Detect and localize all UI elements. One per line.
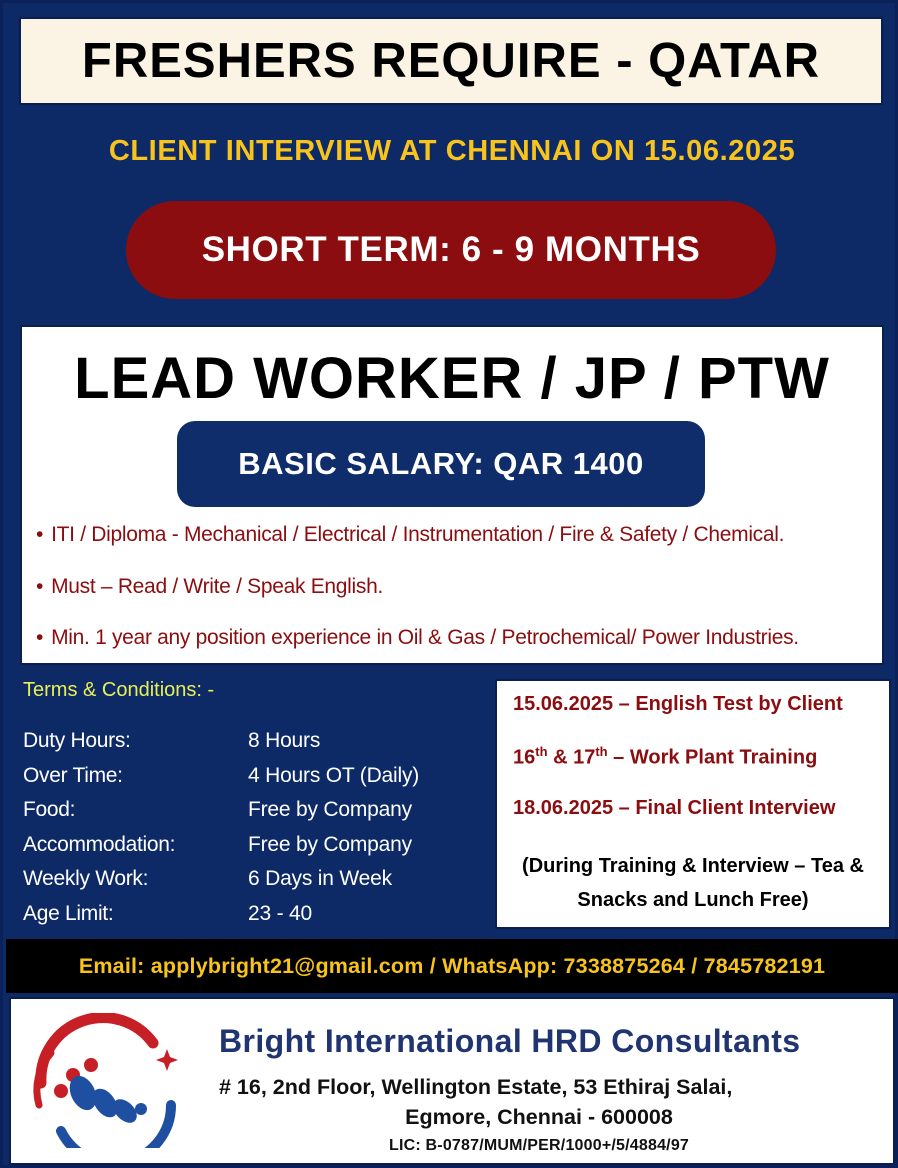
term-value: 6 Days in Week bbox=[248, 867, 392, 890]
title-banner bbox=[19, 17, 883, 105]
terms-heading: Terms & Conditions: - bbox=[23, 679, 215, 701]
address-line-2: Egmore, Chennai - 600008 bbox=[405, 1105, 673, 1129]
job-details-panel bbox=[20, 325, 884, 665]
contact-info[interactable]: Email: applybright21@gmail.com / WhatsApp: 7338875264 / 7845782191 bbox=[78, 953, 826, 978]
people-circle-logo-icon bbox=[21, 1013, 181, 1148]
contract-term-badge bbox=[126, 201, 776, 299]
schedule-day-16: 16 bbox=[513, 746, 536, 769]
term-value: Free by Company bbox=[248, 798, 412, 821]
requirement-text: Min. 1 year any position experience in Oil & Gas / Petrochemical/ Power Industries. bbox=[51, 626, 799, 649]
requirement-item bbox=[36, 575, 383, 599]
requirement-item bbox=[36, 523, 784, 547]
term-value: Free by Company bbox=[248, 832, 412, 856]
requirement-text: Must – Read / Write / Speak English. bbox=[51, 575, 384, 598]
contact-bar bbox=[6, 939, 898, 993]
address-line-1: # 16, 2nd Floor, Wellington Estate, 53 Ethiraj Salai, bbox=[219, 1075, 733, 1099]
page-title: FRESHERS REQUIRE - QATAR bbox=[81, 34, 821, 88]
term-value: 4 Hours OT (Daily) bbox=[248, 763, 420, 787]
bullet-icon: • bbox=[36, 523, 44, 546]
schedule-note: (During Training & Interview – Tea & Snacks and Lunch Free) bbox=[522, 855, 864, 911]
license-number: LIC: B-0787/MUM/PER/1000+/5/4884/97 bbox=[388, 1137, 690, 1154]
schedule-final-interview: 18.06.2025 – Final Client Interview bbox=[513, 797, 836, 819]
contract-term-text: SHORT TERM: 6 - 9 MONTHS bbox=[201, 230, 701, 269]
requirement-item bbox=[36, 626, 799, 650]
job-title: LEAD WORKER / JP / PTW bbox=[74, 346, 830, 411]
salary-badge bbox=[177, 421, 705, 507]
term-label: Duty Hours: bbox=[23, 729, 131, 752]
company-name: Bright International HRD Consultants bbox=[219, 1023, 801, 1059]
term-label: Food: bbox=[23, 798, 76, 821]
term-value: 23 - 40 bbox=[248, 901, 312, 925]
ordinal-suffix: th bbox=[535, 744, 548, 759]
company-footer bbox=[9, 997, 895, 1165]
term-label: Weekly Work: bbox=[23, 867, 149, 890]
schedule-english-test: 15.06.2025 – English Test by Client bbox=[513, 693, 843, 715]
schedule-day-17: & 17 bbox=[547, 746, 596, 769]
requirement-text: ITI / Diploma - Mechanical / Electrical / Instrumentation / Fire & Safety / Chemical. bbox=[51, 523, 785, 546]
term-label: Accommodation: bbox=[23, 832, 176, 856]
bullet-icon: • bbox=[36, 575, 44, 598]
term-label: Age Limit: bbox=[23, 901, 114, 925]
interview-announcement: CLIENT INTERVIEW AT CHENNAI ON 15.06.2025 bbox=[108, 135, 796, 167]
term-label: Over Time: bbox=[23, 763, 123, 787]
schedule-plant-training bbox=[513, 744, 817, 770]
term-value: 8 Hours bbox=[248, 729, 321, 752]
bullet-icon: • bbox=[36, 626, 44, 649]
schedule-box bbox=[495, 679, 891, 929]
schedule-training-text: – Work Plant Training bbox=[607, 746, 818, 769]
ordinal-suffix: th bbox=[595, 744, 608, 759]
salary-text: BASIC SALARY: QAR 1400 bbox=[238, 446, 644, 481]
